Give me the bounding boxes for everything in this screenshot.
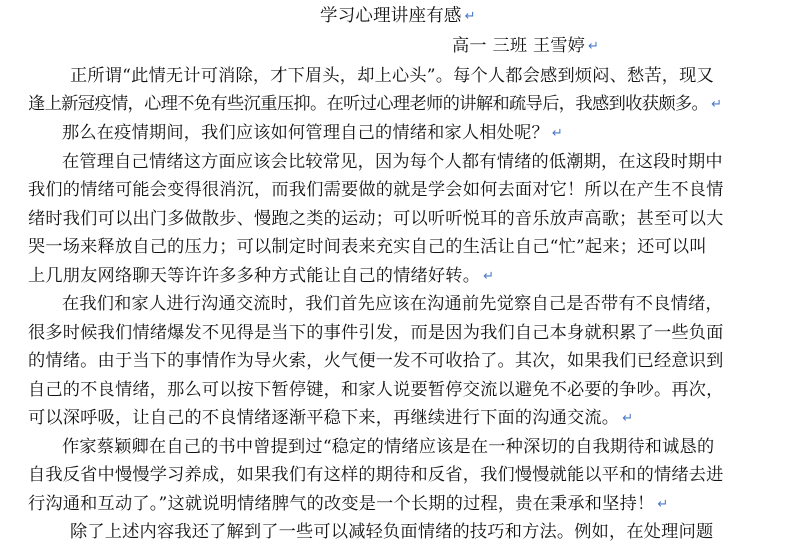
body-line-5 xyxy=(28,176,724,204)
body-line-text: 可以深呼吸，让自己的不良情绪逐渐平稳下来，再继续进行下面的沟通交流。 xyxy=(28,408,620,428)
body-line-3 xyxy=(62,119,563,147)
paragraph-mark-icon: ↵ xyxy=(622,410,634,426)
body-line-text: 的情绪。由于当下的事情作为导火索，火气便一发不可收拾了。其次，如果我们已经意识到 xyxy=(28,351,724,371)
body-line-11 xyxy=(28,347,724,375)
body-line-text: 行沟通和互动了。”这就说明情绪脾气的改变是一个长期的过程，贵在秉承和坚持！ xyxy=(28,494,655,514)
body-line-text: 自己的不良情绪，那么可以按下暂停键，和家人说要暂停交流以避免不必要的争吵。再次， xyxy=(28,380,724,400)
body-line-12 xyxy=(28,376,724,404)
body-line-text: 绪时我们可以出门多做散步、慢跑之类的运动；可以听听悦耳的音乐放声高歌；甚至可以大 xyxy=(28,209,724,229)
body-line-9 xyxy=(62,290,723,318)
body-line-text: 那么在疫情期间，我们应该如何管理自己的情绪和家人相处呢？ xyxy=(62,123,549,143)
body-line-text: 除了上述内容我还了解到了一些可以减轻负面情绪的技巧和方法。例如，在处理问题 xyxy=(70,522,714,542)
document-title xyxy=(320,2,476,30)
body-line-16 xyxy=(28,490,668,518)
body-line-17 xyxy=(70,518,713,546)
paragraph-mark-icon: ↵ xyxy=(551,125,563,141)
body-line-15 xyxy=(28,461,724,489)
body-line-text: 正所谓“此情无计可消除，才下眉头，却上心头”。每个人都会感到烦闷、愁苦，现又 xyxy=(70,66,714,86)
body-line-text: 逢上新冠疫情，心理不免有些沉重压抑。在听过心理老师的讲解和疏导后，我感到收获颇多。 xyxy=(28,94,709,114)
body-line-4 xyxy=(62,148,723,176)
paragraph-mark-icon: ↵ xyxy=(657,496,669,512)
body-line-8 xyxy=(28,262,494,290)
body-line-text: 自我反省中慢慢学习养成，如果我们有这样的期待和反省，我们慢慢就能以平和的情绪去进 xyxy=(28,465,724,485)
body-line-text: 在我们和家人进行沟通交流时，我们首先应该在沟通前先觉察自己是否带有不良情绪， xyxy=(62,294,723,314)
body-line-text: 哭一场来释放自己的压力；可以制定时间表来充实自己的生活让自己“忙”起来；还可以叫 xyxy=(28,237,707,257)
paragraph-mark-icon: ↵ xyxy=(711,96,722,112)
body-line-text: 在管理自己情绪这方面应该会比较常见，因为每个人都有情绪的低潮期，在这段时期中 xyxy=(62,152,723,172)
body-line-10 xyxy=(28,319,724,347)
document-author xyxy=(452,32,599,60)
body-line-text: 我们的情绪可能会变得很消沉，而我们需要做的就是学会如何去面对它！所以在产生不良情 xyxy=(28,180,724,200)
author-text: 高一 三班 王雪婷 xyxy=(452,36,586,56)
title-text: 学习心理讲座有感 xyxy=(320,6,462,26)
body-line-7 xyxy=(28,233,707,261)
body-line-text: 上几朋友网络聊天等许许多多种方式能让自己的情绪好转。 xyxy=(28,266,481,286)
paragraph-mark-icon: ↵ xyxy=(483,268,495,284)
paragraph-mark-icon: ↵ xyxy=(588,38,600,54)
body-line-1 xyxy=(70,62,714,90)
body-line-13 xyxy=(28,404,633,432)
body-line-14 xyxy=(62,433,714,461)
body-line-text: 作家蔡颖卿在自己的书中曾提到过“稳定的情绪应该是在一种深切的自我期待和诚恳的 xyxy=(62,437,715,457)
body-line-text: 很多时候我们情绪爆发不见得是当下的事件引发，而是因为我们自己本身就积累了一些负面 xyxy=(28,323,724,343)
paragraph-mark-icon: ↵ xyxy=(464,8,476,24)
body-line-2 xyxy=(28,90,721,118)
body-line-6 xyxy=(28,205,724,233)
